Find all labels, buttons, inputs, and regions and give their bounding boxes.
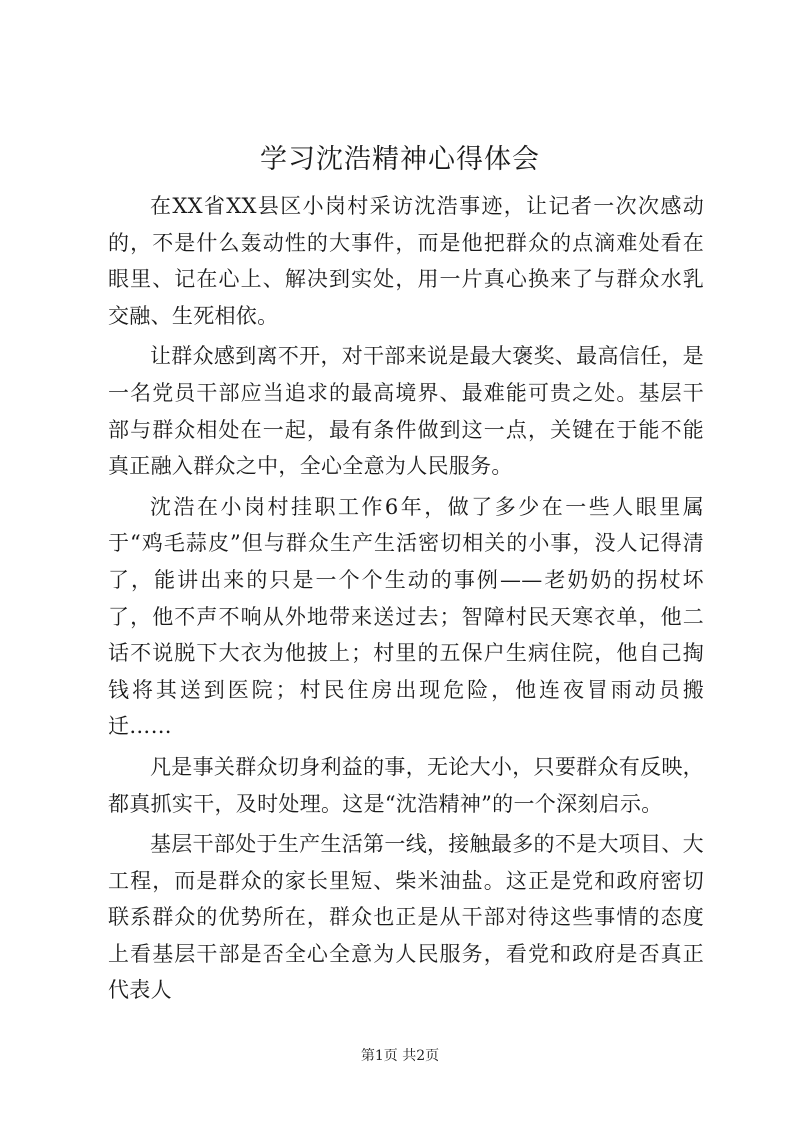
document-body xyxy=(108,188,704,1013)
document-title: 学习沈浩精神心得体会 xyxy=(260,144,540,175)
paragraph-3: 沈浩在小岗村挂职工作6年，做了多少在一些人眼里属于“鸡毛蒜皮”但与群众生产生活密切相关的小事，没人记得清了，能讲出来的只是一个个生动的事例——老奶奶的拐杖坏了，他不声不响从外地带来送过去；智障村民天寒衣单，他二话不说脱下大衣为他披上；村里的五保户生病住院，他自己掏钱将其送到医院；村民住房出现危险，他连夜冒雨动员搬迁…… xyxy=(108,494,704,739)
page-footer: 第1页 共2页 xyxy=(360,1048,440,1064)
paragraph-4: 凡是事关群众切身利益的事，无论大小，只要群众有反映，都真抓实干，及时处理。这是“沈浩精神”的一个深刻启示。 xyxy=(108,754,704,816)
paragraph-1: 在XX省XX县区小岗村采访沈浩事迹，让记者一次次感动的，不是什么轰动性的大事件，而是他把群众的点滴难处看在眼里、记在心上、解决到实处，用一片真心换来了与群众水乳交融、生死相依。 xyxy=(108,194,704,328)
paragraph-2: 让群众感到离不开，对干部来说是最大褒奖、最高信任，是一名党员干部应当追求的最高境界、最难能可贵之处。基层干部与群众相处在一起，最有条件做到这一点，关键在于能不能真正融入群众之中，全心全意为人民服务。 xyxy=(108,344,704,479)
paragraph-5: 基层干部处于生产生活第一线，接触最多的不是大项目、大工程，而是群众的家长里短、柴米油盐。这正是党和政府密切联系群众的优势所在，群众也正是从干部对待这些事情的态度上看基层干部是否全心全意为人民服务，看党和政府是否真正代表人 xyxy=(108,832,704,1003)
